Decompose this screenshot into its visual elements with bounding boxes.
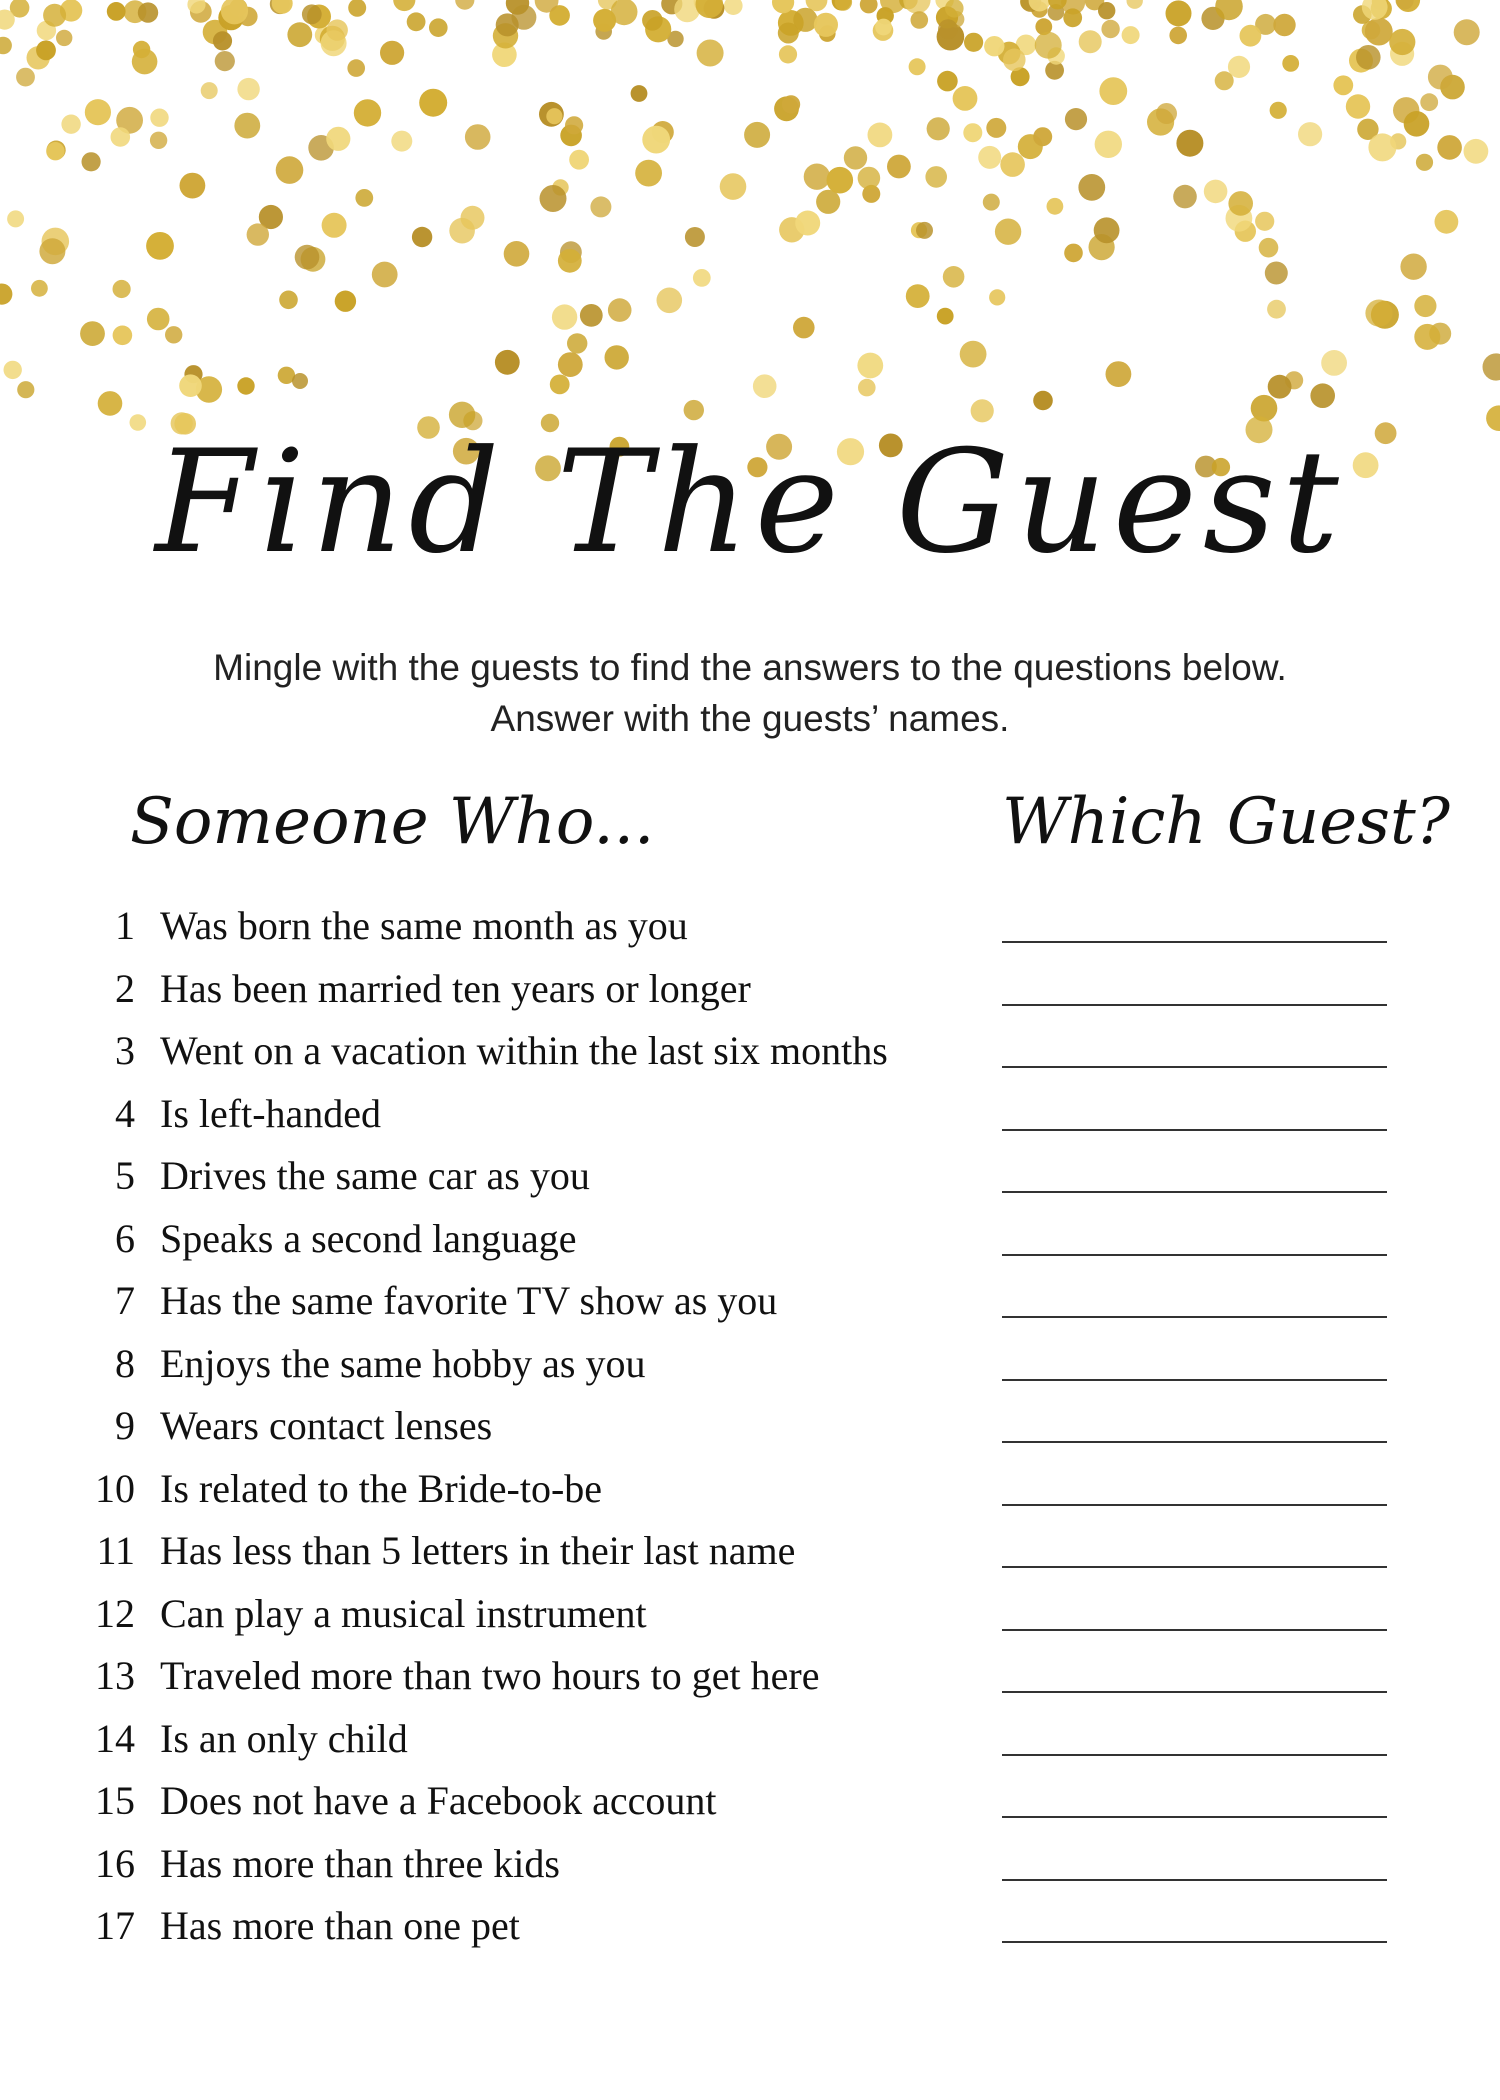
confetti-dot [642,10,663,31]
confetti-dot [960,341,987,368]
answer-line[interactable] [1002,1941,1387,1943]
confetti-dot [111,127,131,147]
confetti-dot [1273,14,1295,36]
question-number: 13 [95,1653,135,1698]
confetti-dot [685,227,705,247]
instructions [0,642,1500,744]
confetti-dot [1268,375,1292,399]
confetti-dot [558,352,583,377]
confetti-dot [1368,133,1396,161]
confetti-dot [1000,152,1025,177]
confetti-dot [1098,2,1115,19]
confetti-dot [80,321,105,346]
confetti-dot [1282,55,1299,72]
confetti-dot [565,116,583,134]
answer-line[interactable] [1002,1566,1387,1568]
question-row [0,1588,1500,1650]
answer-line[interactable] [1002,1629,1387,1631]
confetti-dot [795,211,820,236]
confetti-dot [0,37,12,55]
confetti-dot [355,189,373,207]
answer-line[interactable] [1002,1316,1387,1318]
confetti-dot [875,19,892,36]
question-number: 5 [115,1153,135,1198]
confetti-dot [605,345,629,369]
confetti-dot [326,127,350,151]
someone-who-heading: Someone Who... [130,785,655,859]
confetti-dot [455,0,474,10]
confetti-dot [138,2,158,22]
answer-line[interactable] [1002,1754,1387,1756]
confetti-dot [165,326,182,343]
confetti-dot [906,284,930,308]
confetti-dot [569,150,589,170]
confetti-dot [953,86,978,111]
answer-line[interactable] [1002,1379,1387,1381]
confetti-dot [56,30,72,46]
confetti-dot [546,108,562,124]
confetti-dot [46,142,64,160]
confetti-dot [1078,174,1105,201]
confetti-dot [247,223,269,245]
question-row [0,1900,1500,1962]
confetti-dot [419,89,447,117]
confetti-dot [1420,93,1438,111]
question-row [0,1213,1500,1275]
confetti-dot [1416,154,1433,171]
question-row [0,1713,1500,1775]
question-number: 1 [115,903,135,948]
confetti-dot [147,308,170,331]
question-text: Does not have a Facebook account [160,1778,717,1823]
confetti-dot [753,374,777,398]
confetti-dot [887,155,911,179]
confetti-dot [465,124,491,150]
instructions-line-1: Mingle with the guests to find the answers to the questions below. [213,647,1287,688]
confetti-dot [1321,350,1347,376]
confetti-dot [1033,127,1052,146]
confetti-dot [720,173,747,200]
confetti-dot [1437,135,1462,160]
confetti-dot [684,400,704,420]
confetti-dot [180,173,206,199]
confetti-dot [697,40,724,67]
confetti-dot [724,0,743,15]
confetti-dot [971,399,994,422]
confetti-dot [580,304,603,327]
confetti-dot [558,249,582,273]
question-text: Enjoys the same hobby as you [160,1341,646,1386]
confetti-dot [816,190,840,214]
question-number: 10 [95,1466,135,1511]
confetti-dot [1333,75,1353,95]
question-text: Is related to the Bride-to-be [160,1466,603,1511]
confetti-dot [132,49,158,75]
confetti-dot [657,288,683,314]
confetti-dot [1169,27,1187,45]
confetti-dot [393,0,415,11]
confetti-dot [372,262,398,288]
confetti-dot [61,115,80,134]
confetti-dot [237,377,254,394]
confetti-dot [407,12,426,31]
confetti-dot [504,241,530,267]
confetti-dot [150,109,168,127]
question-text: Has less than 5 letters in their last name [160,1528,796,1573]
confetti-dot [995,219,1021,245]
confetti-dot [36,40,56,60]
question-row [0,1400,1500,1462]
confetti-dot [1156,103,1177,124]
confetti-dot [7,210,24,227]
question-text: Drives the same car as you [160,1153,590,1198]
confetti-dot [1240,25,1262,47]
confetti-dot [793,8,817,32]
answer-line[interactable] [1002,1129,1387,1131]
confetti-dot [287,22,312,47]
confetti-dot [1365,300,1392,327]
confetti-dot [937,71,958,92]
question-text: Went on a vacation within the last six months [160,1028,888,1073]
confetti-dot [4,361,22,379]
confetti-dot [1259,238,1279,258]
confetti-dot [39,238,65,264]
confetti-dot [327,19,348,40]
confetti-dot [1435,210,1459,234]
question-row [0,1275,1500,1337]
confetti-dot [85,99,111,125]
question-text: Is left-handed [160,1091,382,1136]
confetti-dot [1204,180,1228,204]
confetti-dot [1176,130,1203,157]
confetti-dot [983,194,1000,211]
question-row [0,1775,1500,1837]
question-row [0,900,1500,962]
confetti-dot [857,353,883,379]
confetti-dot [938,19,958,39]
question-number: 3 [115,1028,135,1073]
question-row [0,963,1500,1025]
confetti-dot [1101,20,1119,38]
question-number: 6 [115,1216,135,1261]
confetti-dot [540,185,567,212]
confetti-dot [590,196,611,217]
confetti-dot [429,18,448,37]
confetti-dot [179,374,202,397]
question-text: Has more than three kids [160,1841,560,1886]
answer-line[interactable] [1002,1504,1387,1506]
confetti-dot [347,59,365,77]
confetti-dot [916,222,933,239]
confetti-dot [461,206,485,230]
answer-line[interactable] [1002,1441,1387,1443]
confetti-dot [16,68,35,87]
question-row [0,1650,1500,1712]
confetti-dot [380,41,404,65]
answer-line[interactable] [1002,941,1387,943]
confetti-dot [1215,71,1234,90]
question-number: 14 [95,1716,135,1761]
question-row [0,1088,1500,1150]
instructions-line-2: Answer with the guests’ names. [490,698,1010,739]
answer-line[interactable] [1002,1254,1387,1256]
confetti-dot [1003,49,1026,72]
confetti-dot [1483,353,1500,380]
question-text: Has been married ten years or longer [160,966,751,1011]
confetti-dot [1166,0,1192,26]
confetti-dot [827,167,854,194]
confetti-dot [937,308,954,325]
confetti-dot [964,33,983,52]
confetti-dot [98,391,123,416]
confetti-dot [237,78,259,100]
question-text: Can play a musical instrument [160,1591,647,1636]
answer-line[interactable] [1002,1879,1387,1881]
confetti-dot [844,146,867,169]
confetti-dot [1063,8,1082,27]
confetti-dot [43,4,66,27]
confetti-dot [146,232,174,260]
question-text: Wears contact lenses [160,1403,493,1448]
question-text: Traveled more than two hours to get here [160,1653,820,1698]
confetti-dot [868,122,893,147]
answer-line[interactable] [1002,1691,1387,1693]
confetti-dot [1346,94,1370,118]
confetti-dot [17,381,34,398]
confetti-dot [1122,26,1140,44]
confetti-dot [1255,212,1274,231]
confetti-dot [1298,122,1322,146]
confetti-dot [1228,191,1253,216]
confetti-dot [1414,324,1440,350]
confetti-dot [943,266,965,288]
confetti-dot [107,2,126,21]
confetti-dot [348,0,366,17]
confetti-dot [1064,244,1083,263]
confetti-dot [1404,111,1430,137]
answer-line[interactable] [1002,1191,1387,1193]
confetti-dot [1094,217,1120,243]
confetti-dot [1464,139,1489,164]
question-row [0,1525,1500,1587]
confetti-dot [567,333,587,353]
which-guest-heading: Which Guest? [1002,785,1450,859]
confetti-dot [552,304,577,329]
confetti-dot [989,289,1005,305]
confetti-dot [201,82,218,99]
confetti-dot [113,326,133,346]
confetti-dot [1033,391,1053,411]
confetti-dot [744,122,770,148]
answer-line[interactable] [1002,1066,1387,1068]
confetti-dot [608,298,632,322]
question-number: 17 [95,1903,135,1948]
confetti-dot [1035,32,1062,59]
page-title: Find The Guest [155,420,1345,585]
question-number: 8 [115,1341,135,1386]
confetti-dot [978,146,1001,169]
question-text: Is an only child [160,1716,408,1761]
confetti-dot [1079,30,1102,53]
confetti-dot [335,291,356,312]
confetti-dot [496,13,519,36]
confetti-dot [1356,45,1381,70]
confetti-dot [1173,185,1197,209]
confetti-dot [963,123,982,142]
confetti-dot [1310,383,1335,408]
confetti-dot [1454,19,1480,45]
question-text: Has the same favorite TV show as you [160,1278,778,1323]
confetti-dot [779,45,797,63]
confetti-dot [642,126,670,154]
confetti-dot [911,11,929,29]
confetti-dot [1106,361,1132,387]
confetti-dot [1365,18,1393,46]
confetti-dot [295,245,320,270]
question-row [0,1150,1500,1212]
confetti-dot [635,160,662,187]
confetti-dot [150,132,167,149]
confetti-dot [631,85,648,102]
confetti-dot [276,156,304,184]
question-number: 15 [95,1778,135,1823]
confetti-dot [495,350,520,375]
confetti-dot [0,284,12,305]
confetti-dot [804,164,830,190]
confetti-dot [693,269,711,287]
question-text: Speaks a second language [160,1216,577,1261]
answer-line[interactable] [1002,1004,1387,1006]
question-number: 16 [95,1841,135,1886]
confetti-dot [1400,254,1426,280]
confetti-dot [213,31,232,50]
confetti-dot [1099,77,1127,105]
confetti-dot [234,113,260,139]
question-row [0,1338,1500,1400]
question-number: 9 [115,1403,135,1448]
confetti-dot [1267,300,1286,319]
confetti-dot [1389,29,1415,55]
answer-line[interactable] [1002,1816,1387,1818]
confetti-dot [925,166,947,188]
confetti-dot [279,291,298,310]
question-row [0,1025,1500,1087]
confetti-dot [412,227,432,247]
confetti-dot [858,167,881,190]
confetti-dot [927,117,950,140]
question-number: 2 [115,966,135,1011]
confetti-dot [986,118,1006,138]
question-number: 4 [115,1091,135,1136]
confetti-dot [354,99,381,126]
confetti-dot [1428,65,1453,90]
question-number: 7 [115,1278,135,1323]
confetti-dot [793,317,815,339]
confetti-dot [984,36,1004,56]
confetti-dot [215,51,235,71]
confetti-dot [550,375,570,395]
question-number: 12 [95,1591,135,1636]
question-row [0,1838,1500,1900]
confetti-dot [1127,0,1143,9]
confetti-dot [113,280,131,298]
confetti-dot [391,131,412,152]
confetti-dot [782,95,800,113]
confetti-dot [1414,295,1436,317]
confetti-dot [858,379,876,397]
question-text: Was born the same month as you [160,903,688,948]
question-number: 11 [96,1528,135,1573]
confetti-dot [860,0,878,13]
confetti-dot [292,373,308,389]
confetti-dot [302,4,322,24]
question-text: Has more than one pet [160,1903,520,1948]
confetti-dot [1270,102,1287,119]
question-row [0,1463,1500,1525]
confetti-dot [31,280,48,297]
confetti-dot [1065,108,1087,130]
confetti-dot [909,58,926,75]
confetti-dot [814,13,838,37]
confetti-dot [1095,131,1122,158]
confetti-dot [1047,198,1064,215]
confetti-dot [1265,262,1288,285]
confetti-dot [82,152,101,171]
confetti-dot [322,213,347,238]
